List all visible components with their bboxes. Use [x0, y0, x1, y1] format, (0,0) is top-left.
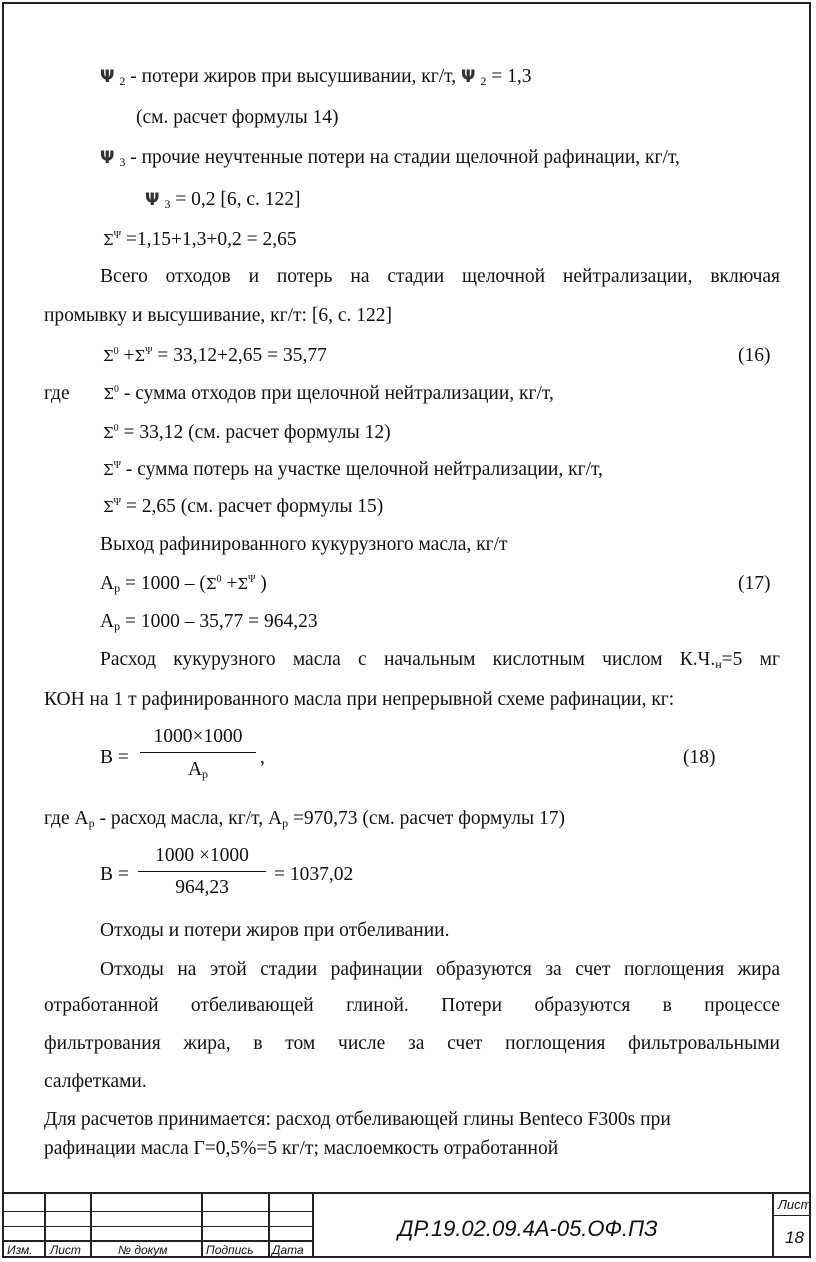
value: = 33,12+2,65 = 35,77 — [157, 345, 327, 366]
col-date-label: Дата — [272, 1243, 304, 1257]
fraction-denominator — [140, 760, 256, 780]
superscript: Ψ — [247, 574, 256, 585]
sum-psi-line — [103, 230, 297, 250]
value: = 33,12 (см. расчет формулы 12) — [123, 422, 391, 443]
where-ap-line — [44, 809, 565, 829]
superscript: 0 — [113, 423, 119, 434]
superscript: Ψ — [113, 497, 121, 508]
psi3-line — [100, 148, 680, 168]
fraction-numerator: 1000×1000 — [153, 726, 243, 747]
section-heading: Отходы и потери жиров при отбеливании. — [100, 920, 450, 941]
subscript: р — [282, 816, 289, 830]
text: =970,73 (см. расчет формулы 17) — [292, 808, 565, 829]
fraction-denominator: 964,23 — [175, 877, 229, 898]
sigma-symbol: Σ — [103, 385, 114, 403]
sigma-symbol: Σ — [237, 575, 248, 593]
divider — [2, 1226, 312, 1227]
a-symbol: A — [100, 573, 115, 594]
psi2-line — [100, 67, 531, 87]
title-block — [2, 1192, 811, 1258]
superscript: 0 — [216, 574, 222, 585]
comma: , — [260, 747, 265, 768]
psi-symbol: Ψ — [100, 148, 115, 168]
subscript: р — [202, 767, 209, 781]
text: - расход масла, кг/т, — [99, 808, 264, 829]
sigma-symbol: Σ — [103, 231, 114, 249]
value: = 1000 – 35,77 = 964,23 — [124, 611, 318, 632]
subscript: 2 — [480, 74, 487, 88]
superscript: Ψ — [113, 230, 121, 241]
subscript: р — [114, 581, 121, 595]
paragraph-line: рафинации масла Г=0,5%=5 кг/т; маслоемкость отработанной — [44, 1138, 559, 1159]
where-word: где — [44, 383, 70, 404]
text: - прочие неучтенные потери на стадии щелочной рафинации, кг/т, — [130, 147, 680, 168]
formula-b-lhs: B = — [100, 864, 129, 885]
col-izm-label: Изм. — [7, 1243, 33, 1257]
value: = 0,2 [6, с. 122] — [175, 189, 301, 210]
formula-18-lhs: B = — [100, 747, 129, 768]
subscript: 2 — [119, 74, 126, 88]
psi-symbol: Ψ — [100, 67, 115, 87]
divider — [2, 1240, 312, 1242]
close-paren: ) — [260, 573, 267, 594]
psi3-value-line — [145, 190, 300, 210]
paragraph-line: Всего отходов и потерь на стадии щелочной нейтрализации, включая — [100, 266, 780, 287]
document-code: ДР.19.02.09.4А-05.ОФ.ПЗ — [398, 1216, 658, 1241]
value: = 1,3 — [491, 66, 532, 87]
superscript: Ψ — [113, 460, 121, 471]
sigma-symbol: Σ — [134, 347, 146, 365]
plus: + — [123, 345, 135, 366]
sigma-symbol: Σ — [103, 347, 114, 365]
text: - сумма отходов при щелочной нейтрализации, кг/т, — [123, 383, 554, 404]
formula-16 — [103, 346, 327, 366]
a-symbol: A — [187, 759, 203, 780]
paragraph-line: отработанной отбеливающей глиной. Потери образуются в процессе — [44, 995, 780, 1016]
sigma-symbol: Σ — [103, 498, 114, 516]
divider — [772, 1194, 774, 1258]
value: = 2,65 (см. расчет формулы 15) — [125, 496, 384, 517]
equation-number: (17) — [738, 573, 771, 594]
text: =5 мг — [721, 649, 780, 670]
text: - сумма потерь на участке щелочной нейтрализации, кг/т, — [125, 459, 603, 480]
paragraph-line — [100, 650, 780, 670]
value: =1,15+1,3+0,2 = 2,65 — [125, 229, 297, 250]
superscript: 0 — [113, 384, 119, 395]
fraction-numerator: 1000 ×1000 — [155, 845, 249, 866]
sigma-symbol: Σ — [103, 424, 114, 442]
superscript: Ψ — [145, 346, 153, 357]
divider — [772, 1215, 811, 1216]
sheet-label: Лист — [778, 1197, 812, 1212]
sigma-psi-desc-line — [103, 460, 603, 480]
plus: + — [226, 573, 238, 594]
where-word: где — [44, 808, 70, 829]
equation-number: (18) — [683, 747, 716, 768]
text: Расход кукурузного масла с начальным кислотным числом К.Ч. — [100, 649, 716, 670]
col-signature-label: Подпись — [206, 1243, 254, 1257]
sheet-number: 18 — [785, 1228, 804, 1247]
subscript: р — [88, 816, 95, 830]
paragraph-line: Для расчетов принимается: расход отбеливающей глины Benteco F300s при — [44, 1109, 671, 1130]
yield-value-line — [100, 612, 318, 632]
text: - потери жиров при высушивании, кг/т, — [130, 66, 457, 87]
paragraph-line: промывку и высушивание, кг/т: [6, с. 122] — [44, 305, 392, 326]
ref-formula-14: (см. расчет формулы 14) — [136, 107, 339, 128]
a-symbol: A — [74, 808, 89, 829]
divider — [2, 1211, 312, 1212]
result: = 1037,02 — [274, 864, 354, 885]
fraction-bar — [140, 752, 256, 753]
sigma-symbol: Σ — [103, 461, 114, 479]
a-symbol: A — [267, 808, 283, 829]
expression: = 1000 – ( — [124, 573, 206, 594]
subscript: н — [715, 657, 722, 671]
subscript: 3 — [164, 197, 171, 211]
divider — [312, 1194, 314, 1258]
formula-17 — [100, 574, 267, 594]
sigma-symbol: Σ — [205, 575, 217, 593]
equation-number: (16) — [738, 345, 771, 366]
col-doc-number-label: № докум — [118, 1243, 168, 1257]
yield-heading: Выход рафинированного кукурузного масла, кг/т — [100, 534, 508, 555]
paragraph-line: КОН на 1 т рафинированного масла при непрерывной схеме рафинации, кг: — [44, 689, 675, 710]
psi-symbol: Ψ — [145, 190, 160, 210]
subscript: 3 — [119, 155, 126, 169]
col-list-label: Лист — [50, 1243, 81, 1257]
superscript: 0 — [113, 346, 119, 357]
subscript: р — [114, 619, 121, 633]
sigma-psi-value-line — [103, 497, 383, 517]
paragraph-line: салфетками. — [44, 1071, 147, 1092]
fraction-bar — [138, 871, 266, 872]
a-symbol: A — [100, 611, 115, 632]
sigma0-value-line — [103, 423, 391, 443]
psi-symbol: Ψ — [461, 67, 476, 87]
paragraph-line: фильтрования жира, в том числе за счет поглощения фильтровальными — [44, 1033, 780, 1054]
paragraph-line: Отходы на этой стадии рафинации образуются за счет поглощения жира — [100, 959, 780, 980]
where-sigma0-line — [44, 384, 554, 404]
